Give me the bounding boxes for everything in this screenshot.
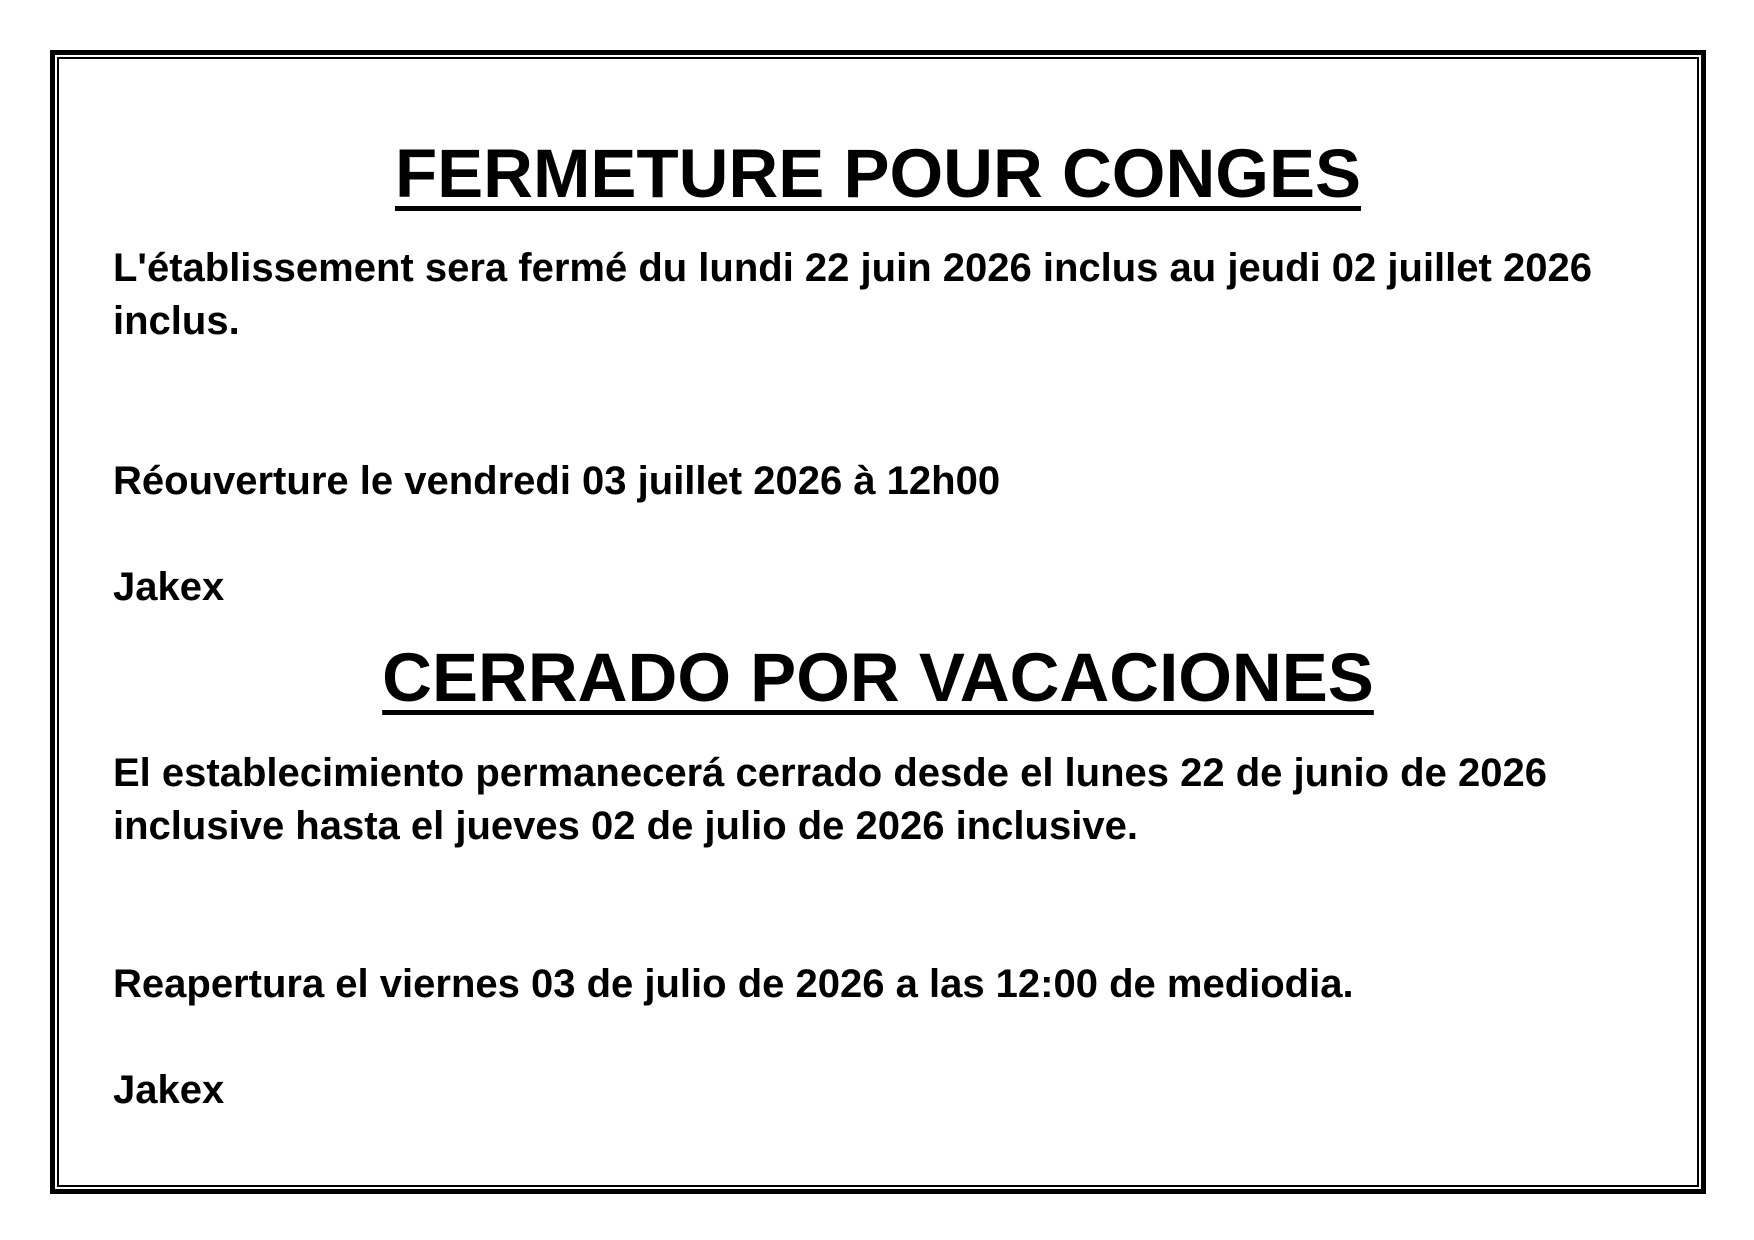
spanish-closure-text: El establecimiento permanecerá cerrado desde el lunes 22 de junio de 2026 inclusive hasta el jueves 02 de julio de 2026 inclusive.: [113, 751, 1547, 848]
french-signature: Jakex: [113, 565, 225, 609]
spanish-title-text: CERRADO POR VACACIONES: [382, 639, 1374, 716]
french-title-text: FERMETURE POUR CONGES: [394, 135, 1362, 212]
spanish-reopening-text: Reapertura el viernes 03 de julio de 2026 a las 12:00 de mediodia.: [113, 962, 1354, 1006]
french-title: [57, 134, 1699, 214]
spanish-title: [57, 638, 1699, 718]
french-reopening-text: Réouverture le vendredi 03 juillet 2026 à 12h00: [113, 459, 1001, 503]
notice-content: [57, 57, 1699, 1187]
spanish-signature: Jakex: [113, 1068, 225, 1112]
french-closure-text: L'établissement sera fermé du lundi 22 juin 2026 inclus au jeudi 02 juillet 2026 inclus.: [113, 246, 1592, 343]
